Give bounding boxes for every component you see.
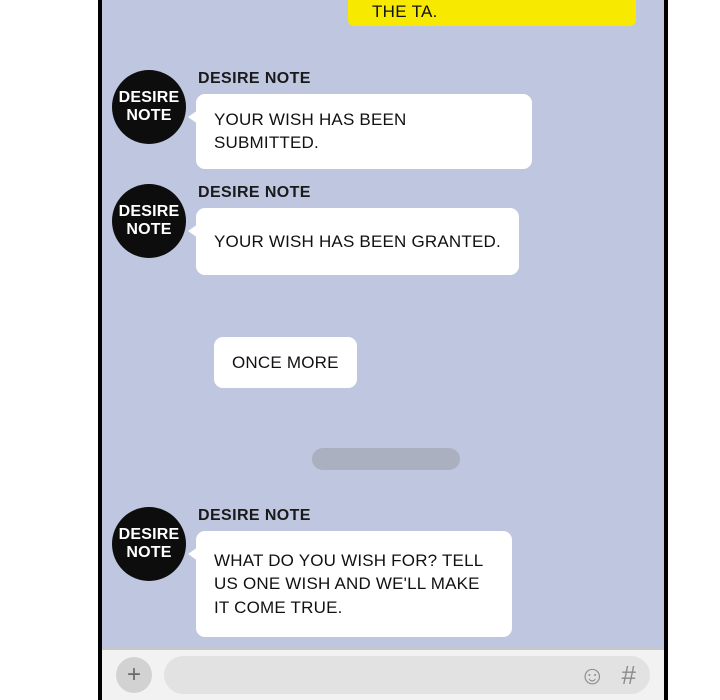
avatar[interactable]	[112, 70, 186, 144]
sender-name: DESIRE NOTE	[198, 507, 311, 524]
message-bubble[interactable]: YOUR WISH HAS BEEN GRANTED.	[196, 208, 519, 275]
avatar-label-line2: NOTE	[126, 107, 172, 124]
message-bubble-once-more[interactable]: ONCE MORE	[214, 337, 357, 388]
avatar-label-line1: DESIRE	[118, 89, 180, 107]
highlighted-message-text: THE TA.	[372, 1, 438, 21]
sender-name: DESIRE NOTE	[198, 70, 311, 87]
sender-name: DESIRE NOTE	[198, 184, 311, 201]
redacted-indicator-bar	[312, 448, 460, 470]
message-group-submitted	[112, 70, 532, 169]
avatar-label-line2: NOTE	[126, 544, 172, 561]
highlighted-message-bubble[interactable]	[348, 0, 636, 26]
message-bubble[interactable]: YOUR WISH HAS BEEN SUBMITTED.	[196, 94, 532, 169]
message-column	[196, 184, 519, 275]
chat-thread[interactable]	[102, 0, 664, 700]
avatar[interactable]	[112, 507, 186, 581]
message-group-granted	[112, 184, 519, 275]
message-input[interactable]	[164, 656, 650, 694]
hash-icon[interactable]: #	[621, 660, 636, 690]
message-bubble[interactable]: WHAT DO YOU WISH FOR? TELL US ONE WISH AND WE'LL MAKE IT COME TRUE.	[196, 531, 512, 637]
avatar[interactable]	[112, 184, 186, 258]
avatar-label-line2: NOTE	[126, 221, 172, 238]
avatar-label-line1: DESIRE	[118, 203, 180, 221]
message-column	[196, 507, 512, 637]
phone-frame	[98, 0, 668, 700]
plus-icon[interactable]: +	[116, 657, 152, 693]
emoji-icon[interactable]: ☺	[578, 660, 606, 690]
message-group-wish-prompt	[112, 507, 512, 637]
message-composer	[102, 648, 664, 700]
message-column	[196, 70, 532, 169]
avatar-label-line1: DESIRE	[118, 526, 180, 544]
